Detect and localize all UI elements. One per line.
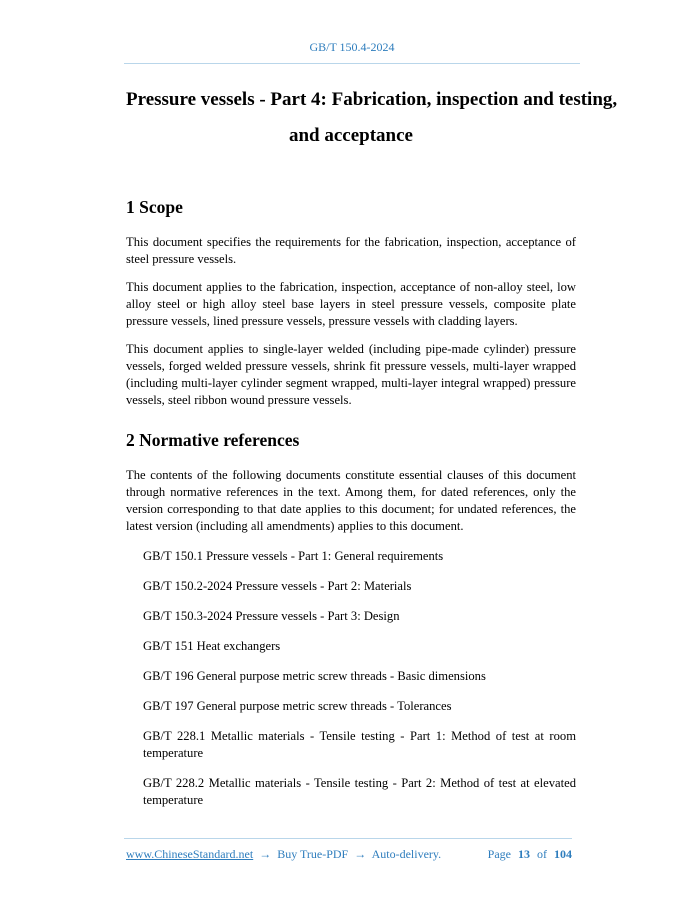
- scope-paragraph-1: This document specifies the requirements for the fabrication, inspection, acceptance of steel pressure vessels.: [126, 235, 576, 266]
- section-heading-scope: 1 Scope: [126, 197, 183, 217]
- page-label: Page: [487, 847, 511, 861]
- document-title-line2: and acceptance: [288, 125, 413, 146]
- document-title: [126, 82, 618, 154]
- page-current: 13: [518, 847, 530, 861]
- footer-delivery-text: Auto-delivery.: [371, 847, 442, 861]
- arrow-right-icon: →: [259, 847, 272, 861]
- reference-item: GB/T 150.3-2024 Pressure vessels - Part 3: Design: [143, 609, 400, 623]
- page-of-label: of: [537, 847, 547, 861]
- section-normative-references: [126, 429, 576, 809]
- document-title-line1: Pressure vessels - Part 4: Fabrication, inspection and testing,: [126, 89, 618, 110]
- document-body: [126, 82, 618, 809]
- reference-list: [126, 548, 576, 809]
- chinesestandard-link[interactable]: www.ChineseStandard.net: [126, 847, 254, 861]
- reference-item: GB/T 197 General purpose metric screw threads - Tolerances: [143, 699, 452, 713]
- reference-item: GB/T 150.1 Pressure vessels - Part 1: General requirements: [143, 549, 444, 563]
- page-header: [124, 38, 580, 56]
- header-divider: [124, 63, 580, 64]
- reference-item: GB/T 150.2-2024 Pressure vessels - Part 2: Materials: [143, 579, 412, 593]
- reference-item: GB/T 228.1 Metallic materials - Tensile testing - Part 1: Method of test at room temperature: [143, 729, 576, 760]
- reference-item: GB/T 196 General purpose metric screw threads - Basic dimensions: [143, 669, 486, 683]
- arrow-right-icon: →: [354, 847, 367, 861]
- normative-references-intro: The contents of the following documents constitute essential clauses of this document through normative references in the text. Among them, for dated references, only the version corresponding to that date applies to this document; for undated references, the latest version (including all amendments) applies to this document.: [126, 468, 576, 533]
- footer-buy-text: Buy True-PDF: [277, 847, 349, 861]
- page-number: [488, 846, 572, 862]
- scope-paragraph-2: This document applies to the fabrication, inspection, acceptance of non-alloy steel, low alloy steel or high alloy steel base layers in steel pressure vessels, composite plate pressure vessels, lined pressure vessels, pressure vessels with cladding layers.: [126, 280, 576, 328]
- header-standard-code: GB/T 150.4-2024: [309, 40, 395, 54]
- page-total: 104: [554, 847, 572, 861]
- footer-promo: [126, 846, 441, 862]
- page-footer: [126, 846, 572, 862]
- reference-item: GB/T 151 Heat exchangers: [143, 639, 281, 653]
- scope-paragraph-3: This document applies to single-layer welded (including pipe-made cylinder) pressure vessels, forged welded pressure vessels, shrink fit pressure vessels, multi-layer wrapped (including multi-layer cylinder segment wrapped, multi-layer integral wrapped) pressure vessels, steel ribbon wound pressure vessels.: [126, 342, 576, 407]
- section-heading-normative-references: 2 Normative references: [126, 430, 300, 450]
- reference-item: GB/T 228.2 Metallic materials - Tensile testing - Part 2: Method of test at elevated temperature: [143, 776, 576, 807]
- section-scope: [126, 196, 576, 409]
- footer-divider: [124, 838, 572, 839]
